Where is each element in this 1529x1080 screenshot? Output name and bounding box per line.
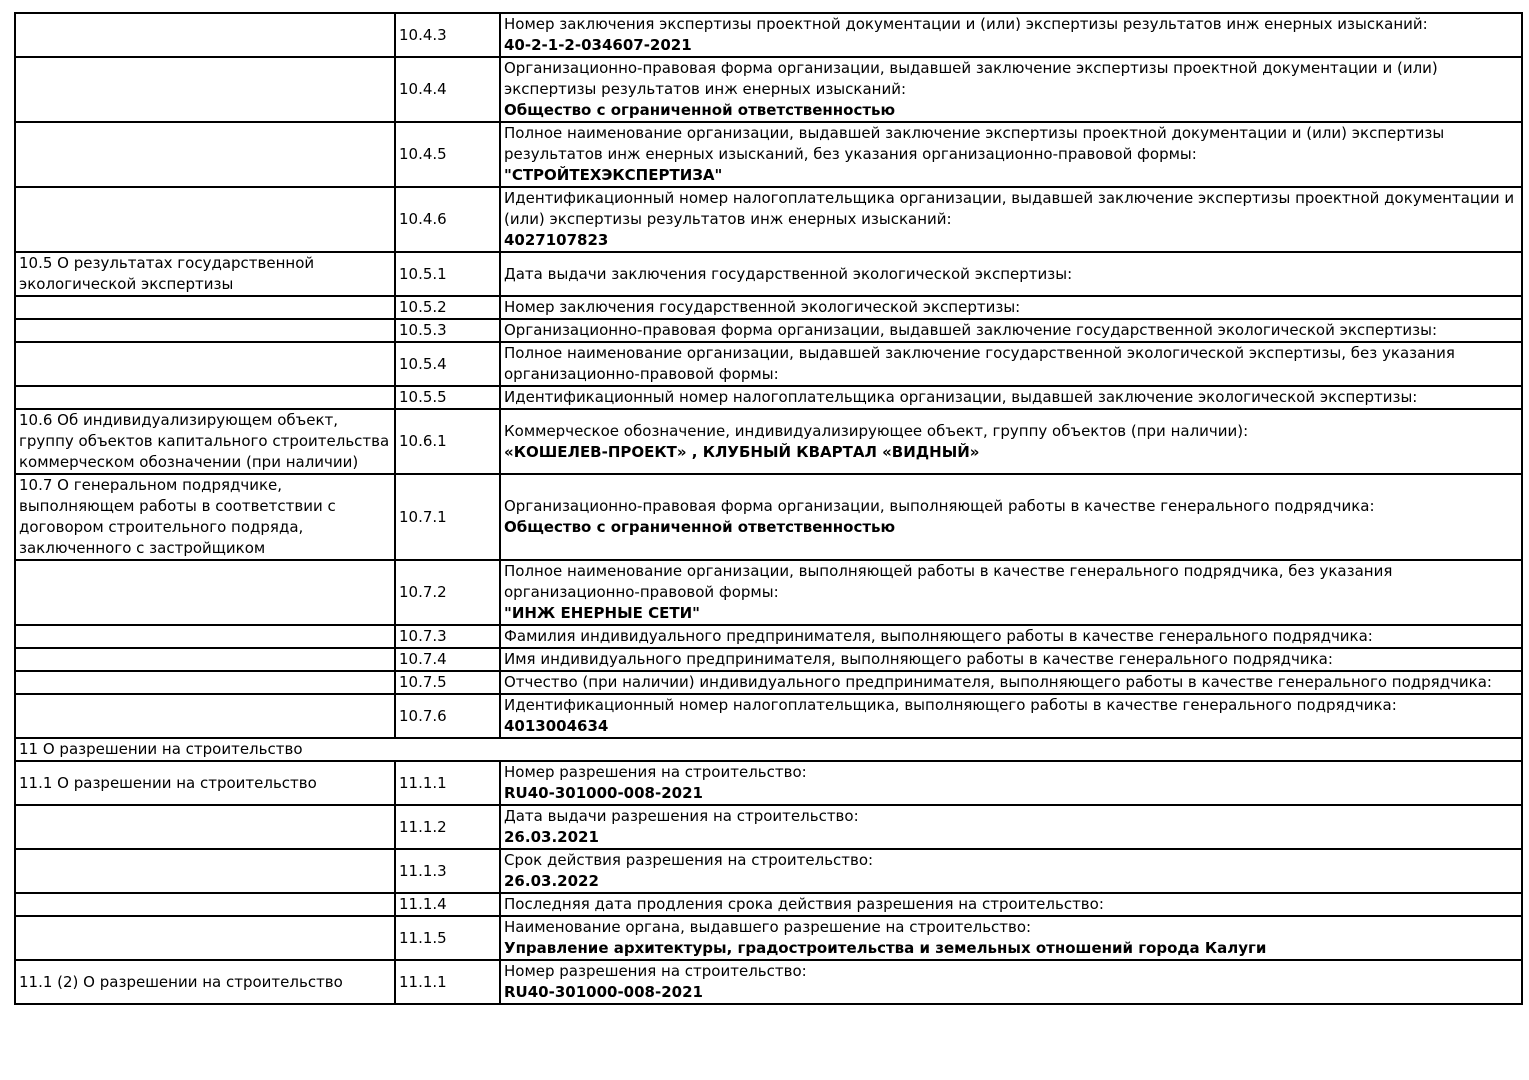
description-cell <box>500 252 1522 296</box>
table-row <box>15 342 1522 386</box>
section-cell <box>15 296 395 319</box>
description-cell <box>500 648 1522 671</box>
section-cell <box>15 13 395 57</box>
section-header-cell: 11 О разрешении на строительство <box>15 738 1522 761</box>
item-label: Идентификационный номер налогоплательщика, выполняющего работы в качестве генерального подрядчика: <box>504 696 1397 714</box>
section-header-row <box>15 738 1522 761</box>
description-cell <box>500 319 1522 342</box>
item-label: Дата выдачи разрешения на строительство: <box>504 807 859 825</box>
table-row <box>15 648 1522 671</box>
section-cell <box>15 893 395 916</box>
table-row <box>15 187 1522 252</box>
description-cell <box>500 386 1522 409</box>
description-cell <box>500 296 1522 319</box>
item-value: 26.03.2022 <box>504 872 599 890</box>
section-cell <box>15 671 395 694</box>
item-number-cell: 10.7.3 <box>395 625 500 648</box>
item-number-cell: 10.4.4 <box>395 57 500 122</box>
item-label: Номер заключения государственной экологической экспертизы: <box>504 298 1021 316</box>
item-label: Срок действия разрешения на строительство: <box>504 851 874 869</box>
description-cell <box>500 849 1522 893</box>
section-cell <box>15 805 395 849</box>
item-number-cell: 10.7.1 <box>395 474 500 560</box>
item-label: Идентификационный номер налогоплательщика организации, выдавшей заключение экспертизы проектной документации и (или) экспертизы результатов инж енерных изысканий: <box>504 189 1515 228</box>
section-cell <box>15 57 395 122</box>
item-number-cell: 11.1.3 <box>395 849 500 893</box>
item-number-cell: 10.6.1 <box>395 409 500 474</box>
table-row <box>15 252 1522 296</box>
description-cell <box>500 805 1522 849</box>
table-row <box>15 625 1522 648</box>
item-label: Организационно-правовая форма организации, выполняющей работы в качестве генерального подрядчика: <box>504 497 1375 515</box>
table-row <box>15 57 1522 122</box>
item-number-cell: 10.5.1 <box>395 252 500 296</box>
section-cell <box>15 122 395 187</box>
item-label: Отчество (при наличии) индивидуального предпринимателя, выполняющего работы в качестве генерального подрядчика: <box>504 673 1492 691</box>
item-label: Организационно-правовая форма организации, выдавшей заключение экспертизы проектной документации и (или) экспертизы результатов инж енерных изысканий: <box>504 59 1438 98</box>
item-label: Полное наименование организации, выполняющей работы в качестве генерального подрядчика, без указания организационно-правовой формы: <box>504 562 1393 601</box>
item-label: Имя индивидуального предпринимателя, выполняющего работы в качестве генерального подрядчика: <box>504 650 1333 668</box>
item-number-cell: 10.7.5 <box>395 671 500 694</box>
table-row <box>15 386 1522 409</box>
item-label: Последняя дата продления срока действия разрешения на строительство: <box>504 895 1104 913</box>
description-cell <box>500 474 1522 560</box>
section-cell <box>15 694 395 738</box>
table-row <box>15 122 1522 187</box>
item-value: 40-2-1-2-034607-2021 <box>504 36 692 54</box>
description-cell <box>500 761 1522 805</box>
item-number-cell: 11.1.1 <box>395 960 500 1004</box>
description-cell <box>500 916 1522 960</box>
item-value: 4013004634 <box>504 717 609 735</box>
item-number-cell: 10.7.2 <box>395 560 500 625</box>
description-cell <box>500 409 1522 474</box>
item-value: Управление архитектуры, градостроительства и земельных отношений города Калуги <box>504 939 1267 957</box>
item-label: Полное наименование организации, выдавшей заключение экспертизы проектной документации и (или) экспертизы результатов инж енерных изысканий, без указания организационно-правовой формы: <box>504 124 1445 163</box>
item-number-cell: 10.7.6 <box>395 694 500 738</box>
table-row <box>15 409 1522 474</box>
item-label: Номер заключения экспертизы проектной документации и (или) экспертизы результатов инж енерных изысканий: <box>504 15 1428 33</box>
table-row <box>15 560 1522 625</box>
section-cell: 11.1 О разрешении на строительство <box>15 761 395 805</box>
description-cell <box>500 960 1522 1004</box>
item-label: Наименование органа, выдавшего разрешение на строительство: <box>504 918 1032 936</box>
section-cell <box>15 560 395 625</box>
item-value: «КОШЕЛЕВ-ПРОЕКТ» , КЛУБНЫЙ КВАРТАЛ «ВИДНЫЙ» <box>504 442 980 461</box>
item-label: Номер разрешения на строительство: <box>504 962 807 980</box>
description-cell <box>500 560 1522 625</box>
item-number-cell: 10.5.3 <box>395 319 500 342</box>
declaration-table <box>14 12 1523 1005</box>
item-label: Дата выдачи заключения государственной экологической экспертизы: <box>504 264 1073 283</box>
item-label: Полное наименование организации, выдавшей заключение государственной экологической экспертизы, без указания организационно-правовой формы: <box>504 344 1455 383</box>
item-number-cell: 10.5.4 <box>395 342 500 386</box>
description-cell <box>500 13 1522 57</box>
table-row <box>15 805 1522 849</box>
item-number-cell: 10.4.3 <box>395 13 500 57</box>
table-row <box>15 849 1522 893</box>
item-label: Коммерческое обозначение, индивидуализирующее объект, группу объектов (при наличии): <box>504 421 1249 440</box>
section-cell: 10.7 О генеральном подрядчике, выполняющем работы в соответствии с договором строительного подряда, заключенного с застройщиком <box>15 474 395 560</box>
item-value: RU40-301000-008-2021 <box>504 784 703 802</box>
description-cell <box>500 187 1522 252</box>
item-value: RU40-301000-008-2021 <box>504 983 703 1001</box>
declaration-table-body <box>15 13 1522 1004</box>
item-value: "ИНЖ ЕНЕРНЫЕ СЕТИ" <box>504 604 700 622</box>
section-cell: 11.1 (2) О разрешении на строительство <box>15 960 395 1004</box>
item-number-cell: 10.4.5 <box>395 122 500 187</box>
item-number-cell: 10.5.2 <box>395 296 500 319</box>
section-cell: 10.5 О результатах государственной экологической экспертизы <box>15 252 395 296</box>
table-row <box>15 671 1522 694</box>
table-row <box>15 960 1522 1004</box>
section-cell <box>15 849 395 893</box>
item-label: Организационно-правовая форма организации, выдавшей заключение государственной экологической экспертизы: <box>504 321 1438 339</box>
description-cell <box>500 625 1522 648</box>
table-row <box>15 13 1522 57</box>
item-value: 4027107823 <box>504 231 609 249</box>
item-label: Номер разрешения на строительство: <box>504 763 807 781</box>
table-row <box>15 694 1522 738</box>
description-cell <box>500 671 1522 694</box>
item-number-cell: 11.1.5 <box>395 916 500 960</box>
item-number-cell: 11.1.1 <box>395 761 500 805</box>
item-number-cell: 11.1.2 <box>395 805 500 849</box>
section-cell <box>15 648 395 671</box>
description-cell <box>500 694 1522 738</box>
item-value: Общество с ограниченной ответственностью <box>504 518 896 536</box>
section-cell <box>15 916 395 960</box>
table-row <box>15 916 1522 960</box>
item-label: Фамилия индивидуального предпринимателя, выполняющего работы в качестве генерального подрядчика: <box>504 627 1373 645</box>
description-cell <box>500 342 1522 386</box>
section-cell <box>15 625 395 648</box>
item-number-cell: 11.1.4 <box>395 893 500 916</box>
table-row <box>15 474 1522 560</box>
description-cell <box>500 893 1522 916</box>
section-cell <box>15 386 395 409</box>
section-cell <box>15 319 395 342</box>
section-cell: 10.6 Об индивидуализирующем объект, группу объектов капитального строительства коммерческом обозначении (при наличии) <box>15 409 395 474</box>
item-value: "СТРОЙТЕХЭКСПЕРТИЗА" <box>504 166 723 184</box>
section-cell <box>15 342 395 386</box>
item-number-cell: 10.7.4 <box>395 648 500 671</box>
item-value: 26.03.2021 <box>504 828 599 846</box>
description-cell <box>500 122 1522 187</box>
table-row <box>15 296 1522 319</box>
item-label: Идентификационный номер налогоплательщика организации, выдавшей заключение экологической экспертизы: <box>504 388 1418 406</box>
table-row <box>15 893 1522 916</box>
item-number-cell: 10.5.5 <box>395 386 500 409</box>
item-value: Общество с ограниченной ответственностью <box>504 101 896 119</box>
section-cell <box>15 187 395 252</box>
description-cell <box>500 57 1522 122</box>
table-row <box>15 319 1522 342</box>
table-row <box>15 761 1522 805</box>
item-number-cell: 10.4.6 <box>395 187 500 252</box>
